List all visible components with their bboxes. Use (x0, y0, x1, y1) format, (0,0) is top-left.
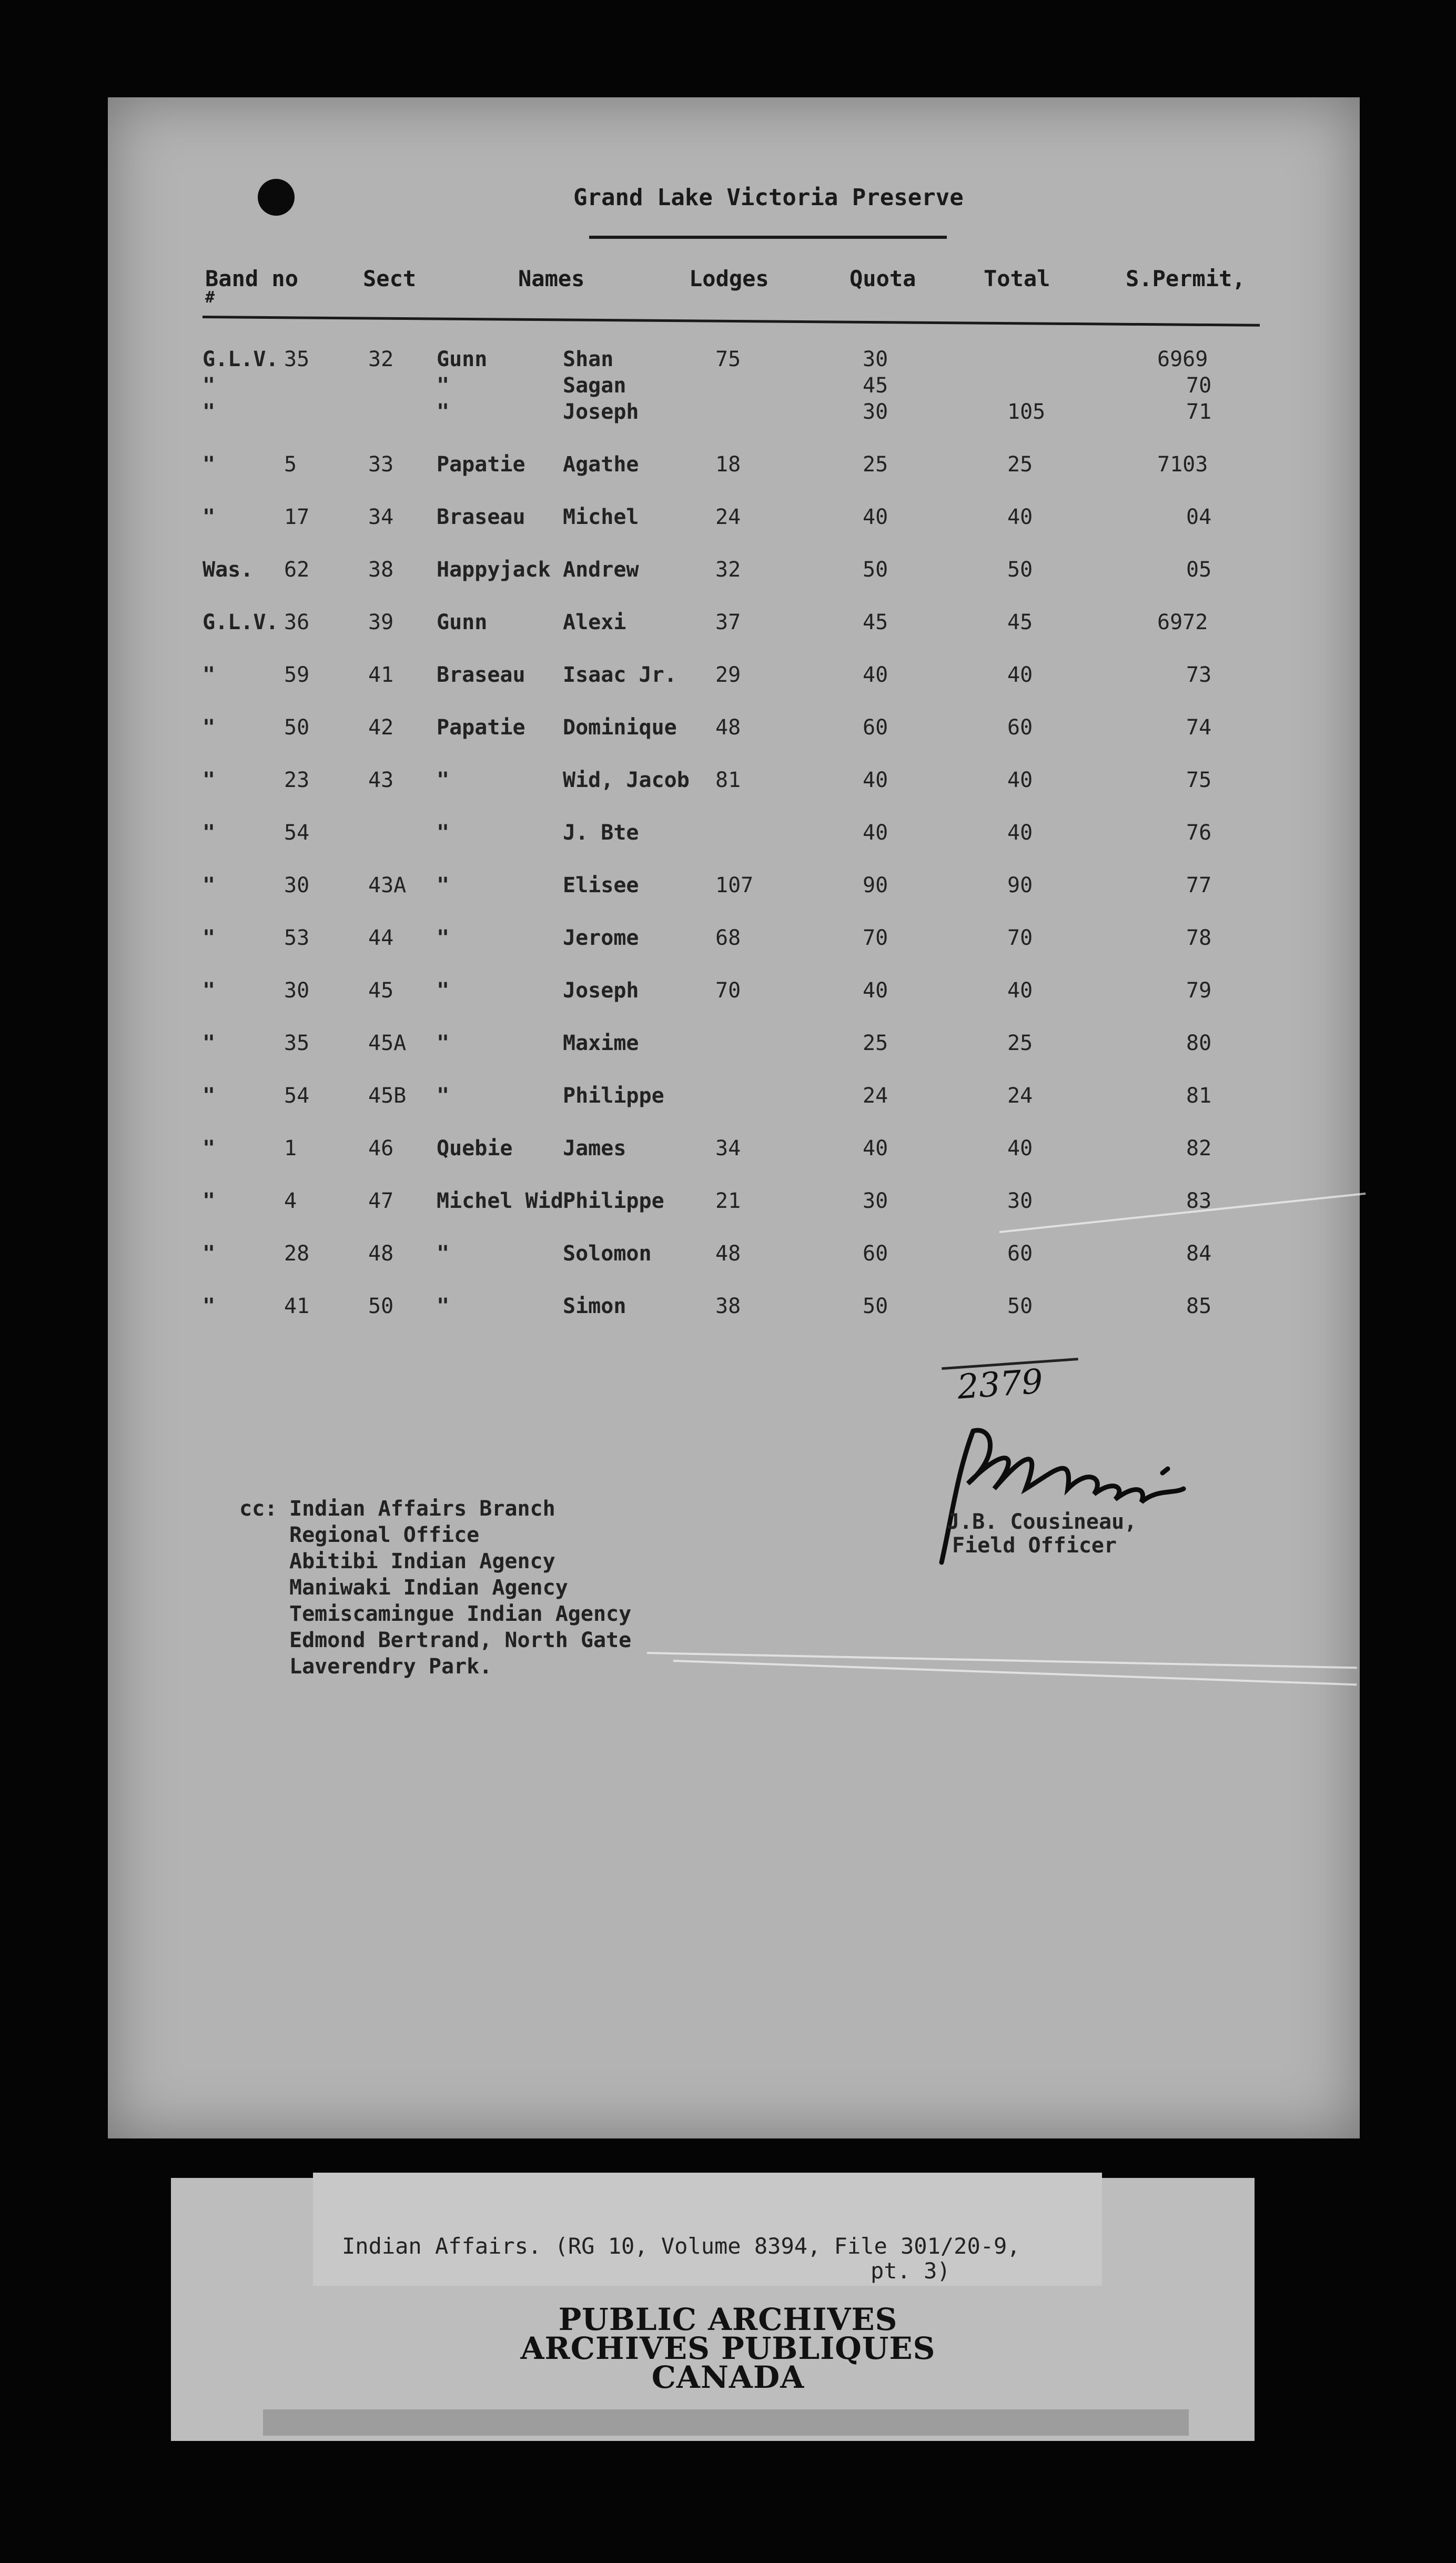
given-name: Alexi (563, 610, 626, 634)
band-number: 1 (284, 1136, 297, 1161)
band-number: 36 (284, 610, 310, 634)
given-name: James (563, 1136, 626, 1161)
band-number: 62 (284, 558, 310, 582)
surname: Braseau (437, 505, 525, 529)
archives-stamp-line: ARCHIVES PUBLIQUES (520, 2330, 936, 2366)
surname: " (437, 1294, 450, 1318)
permit-number: 70 (1186, 374, 1212, 398)
band-number: 54 (284, 821, 310, 845)
surname: " (437, 978, 450, 1003)
band-prefix: " (203, 926, 216, 950)
band-prefix: " (203, 873, 216, 897)
total-value: 105 (1007, 400, 1046, 424)
surname: Gunn (437, 610, 488, 634)
lodges-count: 18 (715, 452, 741, 477)
header-sect: Sect (363, 266, 417, 291)
surname: " (437, 926, 450, 950)
band-number: 23 (284, 768, 310, 792)
total-value: 24 (1007, 1084, 1033, 1108)
header-names: Names (518, 266, 585, 291)
total-value: 70 (1007, 926, 1033, 950)
cc-line: Indian Affairs Branch (289, 1497, 555, 1521)
total-value: 25 (1007, 452, 1033, 477)
given-name: Wid, Jacob (563, 768, 690, 792)
band-number: 53 (284, 926, 310, 950)
permit-number: 80 (1186, 1031, 1212, 1055)
quota-value: 30 (863, 400, 888, 424)
given-name: Joseph (563, 400, 639, 424)
given-name: Agathe (563, 452, 639, 477)
band-number: 35 (284, 1031, 310, 1055)
band-number: 4 (284, 1189, 297, 1213)
band-prefix: " (203, 452, 216, 477)
band-number: 28 (284, 1242, 310, 1266)
quota-value: 40 (863, 768, 888, 792)
band-number: 41 (284, 1294, 310, 1318)
band-number: 59 (284, 663, 310, 687)
total-value: 30 (1007, 1189, 1033, 1213)
given-name: Michel (563, 505, 639, 529)
cc-line: Abitibi Indian Agency (289, 1549, 555, 1573)
sect-number: 32 (368, 347, 394, 371)
total-value: 40 (1007, 663, 1033, 687)
quota-value: 40 (863, 978, 888, 1003)
permit-number: 76 (1186, 821, 1212, 845)
quota-value: 60 (863, 715, 888, 740)
permit-number: 6972 (1157, 610, 1208, 634)
sect-number: 38 (368, 558, 394, 582)
band-number: 35 (284, 347, 310, 371)
total-value: 60 (1007, 715, 1033, 740)
quota-value: 24 (863, 1084, 888, 1108)
permit-number: 73 (1186, 663, 1212, 687)
band-prefix: " (203, 1084, 216, 1108)
surname: Braseau (437, 663, 525, 687)
title-underline (589, 236, 947, 239)
band-prefix: " (203, 1136, 216, 1161)
surname: " (437, 1242, 450, 1266)
cc-line: Laverendry Park. (289, 1654, 492, 1679)
total-value: 60 (1007, 1242, 1033, 1266)
lodges-count: 24 (715, 505, 741, 529)
band-prefix: " (203, 978, 216, 1003)
surname: Papatie (437, 715, 525, 740)
lodges-count: 81 (715, 768, 741, 792)
lodges-count: 75 (715, 347, 741, 371)
lodges-count: 38 (715, 1294, 741, 1318)
quota-value: 70 (863, 926, 888, 950)
permit-number: 83 (1186, 1189, 1212, 1213)
sect-number: 43A (368, 873, 407, 897)
quota-value: 40 (863, 663, 888, 687)
band-number: 30 (284, 978, 310, 1003)
archive-reference-part: pt. 3) (871, 2258, 951, 2284)
sect-number: 45A (368, 1031, 407, 1055)
quota-value: 25 (863, 1031, 888, 1055)
band-prefix: " (203, 1031, 216, 1055)
quota-value: 60 (863, 1242, 888, 1266)
permit-number: 05 (1186, 558, 1212, 582)
header-band-no: Band no (205, 266, 299, 291)
sect-number: 48 (368, 1242, 394, 1266)
permit-number: 6969 (1157, 347, 1208, 371)
permit-number: 81 (1186, 1084, 1212, 1108)
quota-value: 30 (863, 347, 888, 371)
cc-line: Temiscamingue Indian Agency (289, 1602, 632, 1626)
surname: " (437, 873, 450, 897)
punch-hole (258, 179, 295, 216)
sect-number: 45B (368, 1084, 407, 1108)
band-prefix: " (203, 1242, 216, 1266)
quota-value: 30 (863, 1189, 888, 1213)
given-name: Maxime (563, 1031, 639, 1055)
sect-number: 45 (368, 978, 394, 1003)
sect-number: 41 (368, 663, 394, 687)
sect-number: 39 (368, 610, 394, 634)
band-number: 17 (284, 505, 310, 529)
header-total: Total (984, 266, 1050, 291)
header-lodges: Lodges (689, 266, 769, 291)
total-value: 40 (1007, 978, 1033, 1003)
sect-number: 34 (368, 505, 394, 529)
lodges-count: 29 (715, 663, 741, 687)
lodges-count: 37 (715, 610, 741, 634)
band-prefix: " (203, 505, 216, 529)
quota-value: 40 (863, 505, 888, 529)
band-prefix: " (203, 400, 216, 424)
total-value: 40 (1007, 821, 1033, 845)
document-title: Grand Lake Victoria Preserve (573, 184, 964, 211)
given-name: Isaac Jr. (563, 663, 677, 687)
lodges-count: 21 (715, 1189, 741, 1213)
total-value: 45 (1007, 610, 1033, 634)
given-name: Philippe (563, 1189, 664, 1213)
signatory-title: Field Officer (952, 1533, 1117, 1558)
permit-number: 85 (1186, 1294, 1212, 1318)
permit-number: 77 (1186, 873, 1212, 897)
cc-line: Regional Office (289, 1523, 480, 1547)
band-prefix: " (203, 1294, 216, 1318)
total-value: 50 (1007, 1294, 1033, 1318)
band-prefix: " (203, 663, 216, 687)
band-prefix: " (203, 768, 216, 792)
sect-number: 46 (368, 1136, 394, 1161)
sect-number: 50 (368, 1294, 394, 1318)
band-prefix: G.L.V. (203, 610, 279, 634)
archives-stamp-line: PUBLIC ARCHIVES (558, 2302, 898, 2337)
permit-number: 04 (1186, 505, 1212, 529)
surname: Quebie (437, 1136, 513, 1161)
archive-reference-card (313, 2173, 1102, 2286)
total-value: 50 (1007, 558, 1033, 582)
quota-value: 45 (863, 374, 888, 398)
total-value: 40 (1007, 768, 1033, 792)
cc-label: cc: (239, 1497, 278, 1521)
signatory-name: J.B. Cousineau, (947, 1510, 1137, 1534)
band-prefix: G.L.V. (203, 347, 279, 371)
quota-value: 40 (863, 1136, 888, 1161)
grand-total: 2379 (956, 1362, 1045, 1407)
document-sheet (108, 97, 1360, 2138)
total-value: 40 (1007, 1136, 1033, 1161)
header-s-permit: S.Permit, (1126, 266, 1246, 291)
quota-value: 25 (863, 452, 888, 477)
band-number: 54 (284, 1084, 310, 1108)
header-band-mark: # (205, 288, 215, 307)
given-name: Joseph (563, 978, 639, 1003)
permit-number: 79 (1186, 978, 1212, 1003)
header-quota: Quota (850, 266, 916, 291)
given-name: Andrew (563, 558, 639, 582)
band-prefix: " (203, 715, 216, 740)
given-name: Simon (563, 1294, 626, 1318)
quota-value: 40 (863, 821, 888, 845)
total-value: 40 (1007, 505, 1033, 529)
archive-reference: Indian Affairs. (RG 10, Volume 8394, File 301/20-9, (342, 2233, 1020, 2259)
quota-value: 45 (863, 610, 888, 634)
quota-value: 50 (863, 1294, 888, 1318)
surname: Happyjack (437, 558, 551, 582)
quota-value: 50 (863, 558, 888, 582)
total-value: 90 (1007, 873, 1033, 897)
sect-number: 47 (368, 1189, 394, 1213)
permit-number: 74 (1186, 715, 1212, 740)
band-prefix: Was. (203, 558, 254, 582)
given-name: Shan (563, 347, 614, 371)
lodges-count: 34 (715, 1136, 741, 1161)
surname: " (437, 821, 450, 845)
quota-value: 90 (863, 873, 888, 897)
surname: " (437, 768, 450, 792)
surname: Gunn (437, 347, 488, 371)
total-value: 25 (1007, 1031, 1033, 1055)
lodges-count: 48 (715, 1242, 741, 1266)
surname: " (437, 1084, 450, 1108)
sect-number: 33 (368, 452, 394, 477)
given-name: J. Bte (563, 821, 639, 845)
permit-number: 82 (1186, 1136, 1212, 1161)
lodges-count: 68 (715, 926, 741, 950)
surname: Papatie (437, 452, 525, 477)
given-name: Solomon (563, 1242, 652, 1266)
lodges-count: 48 (715, 715, 741, 740)
surname: " (437, 1031, 450, 1055)
cc-line: Maniwaki Indian Agency (289, 1576, 568, 1600)
sect-number: 44 (368, 926, 394, 950)
label-bottom-strip (263, 2409, 1189, 2436)
archives-stamp-line: CANADA (651, 2359, 805, 2395)
band-prefix: " (203, 821, 216, 845)
band-number: 50 (284, 715, 310, 740)
given-name: Sagan (563, 374, 626, 398)
permit-number: 7103 (1157, 452, 1208, 477)
given-name: Elisee (563, 873, 639, 897)
sect-number: 42 (368, 715, 394, 740)
surname: Michel Wid (437, 1189, 563, 1213)
given-name: Philippe (563, 1084, 664, 1108)
sect-number: 43 (368, 768, 394, 792)
lodges-count: 107 (715, 873, 754, 897)
surname: " (437, 400, 450, 424)
lodges-count: 70 (715, 978, 741, 1003)
band-prefix: " (203, 374, 216, 398)
surname: " (437, 374, 450, 398)
permit-number: 78 (1186, 926, 1212, 950)
lodges-count: 32 (715, 558, 741, 582)
band-prefix: " (203, 1189, 216, 1213)
cc-line: Edmond Bertrand, North Gate (289, 1628, 632, 1652)
given-name: Jerome (563, 926, 639, 950)
band-number: 5 (284, 452, 297, 477)
permit-number: 75 (1186, 768, 1212, 792)
permit-number: 84 (1186, 1242, 1212, 1266)
band-number: 30 (284, 873, 310, 897)
permit-number: 71 (1186, 400, 1212, 424)
given-name: Dominique (563, 715, 677, 740)
